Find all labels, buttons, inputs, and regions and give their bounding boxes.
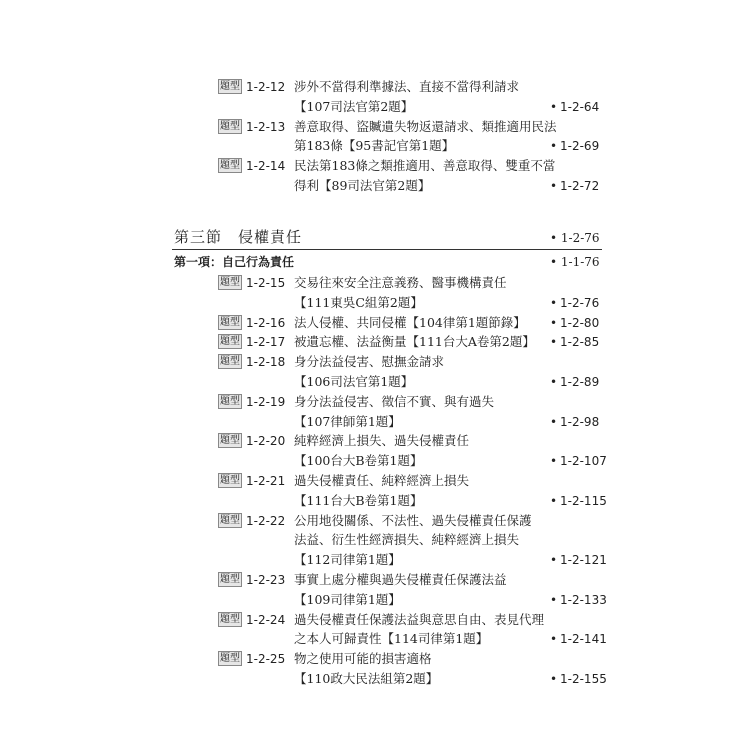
entry-title-line: 法益、衍生性經濟損失、純粹經濟上損失 xyxy=(294,532,520,548)
leader-dot: • xyxy=(550,99,558,114)
leader-dot: • xyxy=(550,295,558,310)
section-page-ref: • 1-2-76 xyxy=(550,231,600,245)
toc-entry[interactable] xyxy=(0,511,750,570)
toc-entry[interactable] xyxy=(0,273,750,313)
question-type-badge: 題型 xyxy=(220,613,240,625)
entry-code: 1-2-16 xyxy=(246,315,286,330)
entry-title-line: 公用地役關係、不法性、過失侵權責任保護 xyxy=(294,512,532,528)
entry-code: 1-2-21 xyxy=(246,474,286,488)
leader-dot: • xyxy=(550,231,561,245)
question-type-badge: 題型 xyxy=(220,277,240,288)
entry-page-ref: 1-2-69 xyxy=(560,139,600,154)
leader-dot: • xyxy=(550,315,558,330)
entry-title-line: 第183條【95書記官第1題】 xyxy=(294,138,455,154)
entry-title-line: 過失侵權責任、純粹經濟上損失 xyxy=(294,473,470,488)
entry-page-ref: 1-2-85 xyxy=(560,335,600,350)
entry-code: 1-2-13 xyxy=(246,119,286,134)
entry-code: 1-2-25 xyxy=(246,652,286,667)
entry-title-line: 之本人可歸責性【114司律第1題】 xyxy=(294,631,489,647)
entry-title-line: 涉外不當得利準據法、直接不當得利請求 xyxy=(294,79,520,94)
toc-entry[interactable] xyxy=(0,332,750,352)
question-type-badge: 題型 xyxy=(220,160,240,172)
question-type-badge: 題型 xyxy=(220,435,240,447)
entry-title-line: 法人侵權、共同侵權【104律第1題節錄】 xyxy=(294,314,526,330)
entry-title-line: 【107律師第1題】 xyxy=(294,413,401,429)
entry-title-line: 【106司法官第1題】 xyxy=(294,373,414,389)
entry-title-line: 交易往來安全注意義務、醫事機構責任 xyxy=(294,275,507,290)
entry-code: 1-2-12 xyxy=(246,80,286,94)
item-heading: 第一項：自己行為責任 xyxy=(174,255,295,269)
entry-page-ref: 1-2-89 xyxy=(560,374,600,389)
leader-dot: • xyxy=(550,255,561,269)
entry-title-line: 【100台大B卷第1題】 xyxy=(294,453,423,469)
toc-entry[interactable] xyxy=(0,431,750,471)
leader-dot: • xyxy=(550,335,558,350)
entry-title-line: 【111東吳C組第2題】 xyxy=(294,294,423,310)
entry-title-line: 過失侵權責任保護法益與意思自由、表見代理 xyxy=(294,611,545,627)
entry-title-line: 被遺忘權、法益衡量【111台大A卷第2題】 xyxy=(294,334,535,350)
entry-page-ref: 1-2-80 xyxy=(560,315,600,330)
entry-title-line: 民法第183條之類推適用、善意取得、雙重不當 xyxy=(294,158,556,174)
entry-code: 1-2-19 xyxy=(246,394,286,409)
question-type-badge: 題型 xyxy=(220,574,240,585)
leader-dot: • xyxy=(550,632,558,647)
entry-code: 1-2-20 xyxy=(246,434,286,449)
question-type-badge: 題型 xyxy=(220,514,240,526)
entry-code: 1-2-14 xyxy=(246,159,286,174)
entry-title-line: 純粹經濟上損失、過失侵權責任 xyxy=(294,433,470,449)
entry-page-ref: 1-2-107 xyxy=(560,454,607,469)
entry-page-ref: 1-2-155 xyxy=(560,671,607,686)
entry-title-line: 物之使用可能的損害適格 xyxy=(294,651,432,667)
question-type-badge: 題型 xyxy=(220,81,240,92)
section-divider xyxy=(172,249,602,250)
toc-entry[interactable] xyxy=(0,77,750,117)
leader-dot: • xyxy=(550,454,558,469)
entry-code: 1-2-17 xyxy=(246,335,286,350)
leader-dot: • xyxy=(550,553,558,568)
leader-dot: • xyxy=(550,139,558,154)
question-type-badge: 題型 xyxy=(220,336,240,348)
entry-title-line: 【110政大民法組第2題】 xyxy=(294,670,439,686)
entry-code: 1-2-18 xyxy=(246,355,286,370)
entry-page-ref: 1-2-76 xyxy=(560,295,600,310)
entry-title-line: 身分法益侵害、慰撫金請求 xyxy=(294,354,445,370)
entry-title-line: 事實上處分權與過失侵權責任保護法益 xyxy=(294,572,507,587)
leader-dot: • xyxy=(550,592,558,607)
question-type-badge: 題型 xyxy=(220,475,240,486)
question-type-badge: 題型 xyxy=(220,120,240,132)
entry-page-ref: 1-2-98 xyxy=(560,414,600,429)
question-type-badge: 題型 xyxy=(220,316,240,328)
entry-title-line: 【111台大B卷第1題】 xyxy=(294,492,423,508)
entry-page-ref: 1-2-72 xyxy=(560,178,600,193)
entry-code: 1-2-22 xyxy=(246,513,286,528)
entry-code: 1-2-15 xyxy=(246,276,286,290)
section-title: 第三節 侵權責任 xyxy=(174,228,303,246)
entry-title-line: 善意取得、盜贓遺失物返還請求、類推適用民法 xyxy=(294,118,557,134)
toc-entry[interactable] xyxy=(0,649,750,689)
toc-entry[interactable] xyxy=(0,610,750,650)
leader-dot: • xyxy=(550,374,558,389)
question-type-badge: 題型 xyxy=(220,653,240,665)
entry-title-line: 身分法益侵害、徵信不實、與有過失 xyxy=(294,393,495,409)
entry-page-ref: 1-2-64 xyxy=(560,99,600,114)
entry-code: 1-2-23 xyxy=(246,573,286,587)
toc-entry[interactable] xyxy=(0,156,750,196)
entry-page-ref: 1-2-115 xyxy=(560,493,607,508)
entry-page-ref: 1-2-141 xyxy=(560,632,607,647)
toc-entry[interactable] xyxy=(0,392,750,432)
leader-dot: • xyxy=(550,493,558,508)
toc-entry[interactable] xyxy=(0,570,750,610)
toc-entry[interactable] xyxy=(0,313,750,333)
entry-title-line: 【112司律第1題】 xyxy=(294,552,401,568)
leader-dot: • xyxy=(550,414,558,429)
toc-entry[interactable] xyxy=(0,117,750,157)
entry-code: 1-2-24 xyxy=(246,612,286,627)
entry-page-ref: 1-2-133 xyxy=(560,592,607,607)
leader-dot: • xyxy=(550,671,558,686)
toc-entry[interactable] xyxy=(0,352,750,392)
entry-title-line: 【107司法官第2題】 xyxy=(294,98,414,114)
item-page-ref: • 1-1-76 xyxy=(550,255,600,269)
question-type-badge: 題型 xyxy=(220,395,240,407)
question-type-badge: 題型 xyxy=(220,356,240,368)
leader-dot: • xyxy=(550,178,558,193)
entry-title-line: 【109司律第1題】 xyxy=(294,591,401,607)
entry-title-line: 得利【89司法官第2題】 xyxy=(294,177,431,193)
entry-page-ref: 1-2-121 xyxy=(560,553,607,568)
toc-entry[interactable] xyxy=(0,471,750,511)
